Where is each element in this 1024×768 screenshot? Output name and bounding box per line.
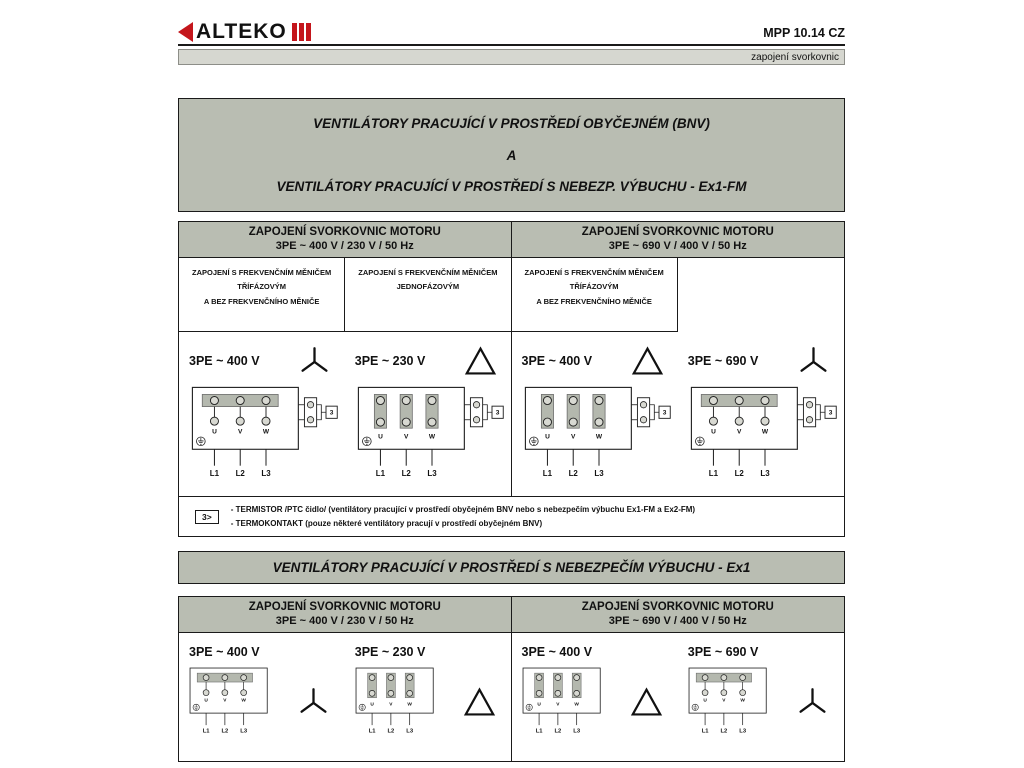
- svg-text:U: U: [370, 702, 374, 708]
- delta-symbol-icon: [630, 686, 663, 719]
- terminal-box-diagram: [678, 386, 844, 482]
- svg-text:L1: L1: [542, 469, 552, 478]
- svg-text:L1: L1: [368, 728, 376, 735]
- note-cell-3: ZAPOJENÍ S FREKVENČNÍM MĚNIČEM TŘÍFÁZOVÝM A BEZ FREKVENČNÍHO MĚNIČE: [512, 258, 678, 332]
- converter-note-band: [179, 258, 844, 332]
- svg-text:V: V: [722, 698, 726, 704]
- svg-text:L1: L1: [209, 469, 220, 478]
- alteko-logo: [178, 21, 311, 42]
- terminal-box-diagram: [522, 667, 604, 737]
- svg-text:W: W: [595, 433, 602, 441]
- footnote-badge: 3>: [195, 510, 219, 524]
- svg-text:L2: L2: [387, 728, 395, 735]
- voltage-label: 3PE ~ 230 V: [354, 354, 426, 368]
- svg-text:W: W: [407, 702, 412, 708]
- svg-text:W: W: [262, 428, 270, 436]
- motor-header-right: ZAPOJENÍ SVORKOVNIC MOTORU 3PE ~ 690 V / 400 V / 50 Hz: [512, 222, 845, 258]
- svg-text:L3: L3: [261, 469, 271, 478]
- delta-symbol-icon: [463, 686, 496, 719]
- terminal-box-diagram: [345, 386, 511, 482]
- connection-cell: [345, 637, 511, 761]
- connection-cell: [179, 637, 345, 761]
- svg-text:3: 3: [662, 409, 666, 417]
- svg-text:L2: L2: [553, 728, 561, 735]
- connection-cell: [678, 342, 844, 496]
- motor-header-right-2: ZAPOJENÍ SVORKOVNIC MOTORU 3PE ~ 690 V / 400 V / 50 Hz: [512, 597, 845, 633]
- svg-text:L1: L1: [202, 728, 210, 735]
- terminal-box-diagram: [512, 386, 678, 482]
- svg-text:U: U: [536, 702, 541, 708]
- voltage-label: 3PE ~ 400 V: [189, 354, 260, 368]
- section2-title-bar: [178, 551, 845, 584]
- svg-text:W: W: [241, 698, 246, 704]
- connection-cell: [179, 342, 345, 496]
- svg-text:U: U: [710, 428, 716, 436]
- motor-header-left-2: ZAPOJENÍ SVORKOVNIC MOTORU 3PE ~ 400 V / 230 V / 50 Hz: [179, 597, 512, 633]
- voltage-label: 3PE ~ 400 V: [521, 354, 593, 368]
- section1-left-half: [179, 332, 512, 496]
- svg-text:U: U: [703, 698, 707, 704]
- star-symbol-icon: [297, 686, 330, 719]
- section2-left-half: [179, 633, 512, 761]
- svg-text:V: V: [403, 433, 409, 441]
- logo-bars-icon: [292, 23, 311, 41]
- star-symbol-icon: [796, 686, 829, 719]
- svg-text:V: V: [736, 428, 742, 436]
- svg-text:L1: L1: [535, 728, 542, 735]
- section2-table-body: [179, 633, 844, 761]
- terminal-box-diagram: [688, 667, 770, 737]
- svg-text:U: U: [204, 698, 208, 704]
- subtitle-bar: [178, 49, 845, 65]
- terminal-box-diagram: [355, 667, 437, 737]
- page-content: [178, 0, 845, 762]
- section1-title-line3: VENTILÁTORY PRACUJÍCÍ V PROSTŘEDÍ S NEBEZP. VÝBUCHU - Ex1-FM: [276, 179, 747, 195]
- star-symbol-icon: [298, 345, 331, 378]
- svg-text:U: U: [377, 433, 383, 441]
- section1-right-half: [512, 332, 845, 496]
- svg-text:V: V: [389, 702, 393, 708]
- connection-cell: [512, 342, 678, 496]
- svg-text:W: W: [740, 698, 745, 704]
- note-cell-4: [678, 258, 844, 332]
- svg-text:L3: L3: [760, 469, 770, 478]
- section1-title-line1: VENTILÁTORY PRACUJÍCÍ V PROSTŘEDÍ OBYČEJNÉM (BNV): [313, 115, 710, 131]
- star-symbol-icon: [797, 345, 830, 378]
- voltage-label: 3PE ~ 230 V: [354, 645, 426, 660]
- svg-text:U: U: [544, 433, 550, 441]
- terminal-box-diagram: [179, 386, 345, 482]
- svg-text:L3: L3: [240, 728, 248, 735]
- svg-text:L3: L3: [572, 728, 580, 735]
- section2-table-header: [179, 597, 844, 633]
- note-cell-1: ZAPOJENÍ S FREKVENČNÍM MĚNIČEM TŘÍFÁZOVÝM A BEZ FREKVENČNÍHO MĚNIČE: [179, 258, 345, 332]
- footnote-text: [231, 503, 695, 530]
- svg-text:L1: L1: [701, 728, 709, 735]
- note-cell-2: ZAPOJENÍ S FREKVENČNÍM MĚNIČEM JEDNOFÁZOVÝM: [345, 258, 511, 332]
- section1-table-header: [179, 222, 844, 258]
- svg-text:3: 3: [329, 409, 334, 417]
- voltage-label: 3PE ~ 690 V: [687, 354, 759, 368]
- svg-text:3: 3: [495, 409, 500, 417]
- terminal-box-diagram: [189, 667, 271, 737]
- section1-table-body: [179, 332, 844, 496]
- svg-text:W: W: [761, 428, 768, 436]
- svg-text:L2: L2: [235, 469, 245, 478]
- document-code: MPP 10.14 CZ: [763, 26, 845, 40]
- svg-text:W: W: [428, 433, 435, 441]
- connection-cell: [678, 637, 844, 761]
- footnote-line-2: - TERMOKONTAKT (pouze některé ventilátory pracují v prostředí obyčejném BNV): [230, 518, 543, 528]
- section1-title-box: [178, 98, 845, 212]
- voltage-label: 3PE ~ 690 V: [687, 645, 759, 660]
- svg-text:V: V: [570, 433, 575, 441]
- section1-table: [178, 221, 845, 537]
- section1-title-line2: A: [506, 147, 517, 163]
- svg-text:V: V: [238, 428, 243, 436]
- subtitle-text: zapojení svorkovnic: [751, 51, 839, 63]
- svg-text:L3: L3: [593, 469, 604, 478]
- delta-symbol-icon: [631, 345, 664, 378]
- page-header: [178, 0, 845, 42]
- svg-text:L2: L2: [568, 469, 578, 478]
- connection-cell: [345, 342, 511, 496]
- header-rule: [178, 44, 845, 46]
- footnote-line-1: - TERMISTOR /PTC čidlo/ (ventilátory pracující v prostředí obyčejném BNV nebo s nebezpečím výbuchu Ex1-FM a Ex2-FM): [230, 505, 696, 514]
- svg-text:L1: L1: [375, 469, 385, 478]
- motor-header-left: ZAPOJENÍ SVORKOVNIC MOTORU 3PE ~ 400 V / 230 V / 50 Hz: [179, 222, 512, 258]
- section2-title: VENTILÁTORY PRACUJÍCÍ V PROSTŘEDÍ S NEBEZPEČÍM VÝBUCHU - Ex1: [272, 560, 751, 576]
- svg-text:3: 3: [828, 409, 833, 417]
- svg-text:L2: L2: [720, 728, 728, 735]
- section2-table: [178, 596, 845, 762]
- voltage-label: 3PE ~ 400 V: [521, 645, 593, 660]
- voltage-label: 3PE ~ 400 V: [189, 645, 260, 660]
- svg-text:V: V: [555, 702, 559, 708]
- delta-symbol-icon: [464, 345, 497, 378]
- svg-text:L1: L1: [708, 469, 718, 478]
- thermistor-footnote: [179, 496, 844, 536]
- connection-cell: [512, 637, 678, 761]
- svg-text:V: V: [223, 698, 227, 704]
- svg-text:L2: L2: [401, 469, 411, 478]
- svg-text:W: W: [573, 702, 579, 708]
- section2-right-half: [512, 633, 845, 761]
- svg-text:L3: L3: [427, 469, 437, 478]
- logo-arrow-icon: [178, 22, 193, 42]
- svg-text:L3: L3: [406, 728, 413, 735]
- svg-text:L2: L2: [734, 469, 744, 478]
- svg-text:L2: L2: [221, 728, 229, 735]
- svg-text:U: U: [212, 428, 217, 436]
- logo-text: ALTEKO: [196, 20, 287, 43]
- svg-text:L3: L3: [739, 728, 746, 735]
